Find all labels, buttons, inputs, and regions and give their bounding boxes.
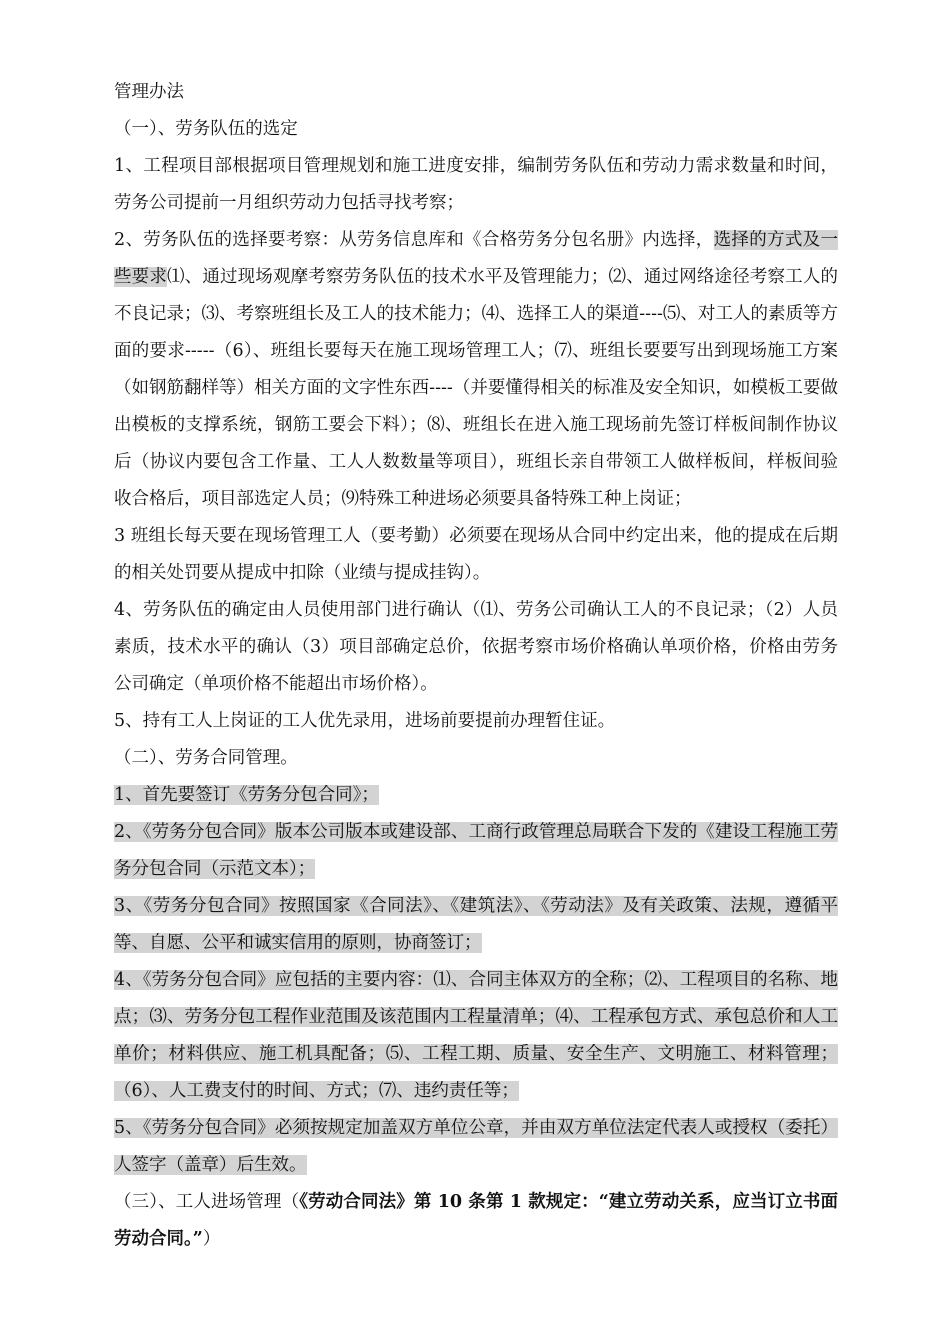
section3-heading-bold: 《劳动合同法》第 10 条第 1 款规定：“建立劳动关系，应当订立书面劳动合同。” xyxy=(114,1192,838,1249)
section2-item-4 xyxy=(114,962,838,1110)
section2-item-3-text: 3、《劳务分包合同》按照国家《合同法》、《建筑法》、《劳动法》及有关政策、法规，遵循平等、自愿、公平和诚实信用的原则，协商签订； xyxy=(114,896,838,953)
document-title: 管理办法 xyxy=(114,82,184,102)
p2-rest-text: ⑴、通过现场观摩考察劳务队伍的技术水平及管理能力；⑵、通过网络途径考察工人的不良记录；⑶、考察班组长及工人的技术能力；⑷、选择工人的渠道----⑸、对工人的素质等方面的要求-----（6）、班组长要每天在施工现场管理工人；⑺、班组长要要写出到现场施工方案（如钢筋翻样等）相关方面的文字性东西----（并要懂得相关的标准及安全知识，如模板工要做出模板的支撑系统，钢筋工要会下料）；⑻、班组长在进入施工现场前先签订样板间制作协议后（协议内要包含工作量、工人人数数量等项目），班组长亲自带领工人做样板间，样板间验收合格后，项目部选定人员；⑼特殊工种进场必须要具备特殊工种上岗证； xyxy=(114,267,839,509)
p2-lead-text: 2、劳务队伍的选择要考察：从劳务信息库和《合格劳务分包名册》内选择， xyxy=(114,230,714,250)
section3-heading xyxy=(114,1184,838,1258)
section2-item-1-text: 1、首先要签订《劳务分包合同》； xyxy=(114,785,379,805)
section3-heading-lead: （三）、工人进场管理（ xyxy=(114,1192,300,1212)
document-page xyxy=(114,74,838,1258)
section1-paragraph-4: 4、劳务队伍的确定由人员使用部门进行确认（⑴、劳务公司确认工人的不良记录；（2）人员素质，技术水平的确认（3）项目部确定总价，依据考察市场价格确认单项价格，价格由劳务公司确定（单项价格不能超出市场价格）。 xyxy=(114,600,838,694)
section2-item-2-text: 2、《劳务分包合同》版本公司版本或建设部、工商行政管理总局联合下发的《建设工程施工劳务分包合同（示范文本）； xyxy=(114,822,838,879)
section2-item-4-text: 4、《劳务分包合同》应包括的主要内容：⑴、合同主体双方的全称；⑵、工程项目的名称、地点；⑶、劳务分包工程作业范围及该范围内工程量清单；⑷、工程承包方式、承包总价和人工单价；材料供应、施工机具配备；⑸、工程工期、质量、安全生产、文明施工、材料管理；（6）、人工费支付的时间、方式；⑺、违约责任等； xyxy=(114,970,838,1101)
section1-paragraph-1: 1、工程项目部根据项目管理规划和施工进度安排，编制劳务队伍和劳动力需求数量和时间，劳务公司提前一月组织劳动力包括寻找考察； xyxy=(114,156,838,213)
p2-highlighted-text: 选择的方式及一些要求 xyxy=(114,230,838,287)
section2-item-5-text: 5、《劳务分包合同》必须按规定加盖双方单位公章，并由双方单位法定代表人或授权（委托）人签字（盖章）后生效。 xyxy=(114,1118,838,1175)
section1-heading: （一）、劳务队伍的选定 xyxy=(114,119,298,139)
section2-heading: （二）、劳务合同管理。 xyxy=(114,748,298,768)
section1-paragraph-2 xyxy=(114,222,838,518)
section2-item-5 xyxy=(114,1110,838,1184)
section2-item-1 xyxy=(114,777,838,814)
section3-heading-tail: ） xyxy=(202,1229,221,1249)
section2-item-2 xyxy=(114,814,838,888)
section1-paragraph-3: 3 班组长每天要在现场管理工人（要考勤）必须要在现场从合同中约定出来，他的提成在后期的相关处罚要从提成中扣除（业绩与提成挂钩）。 xyxy=(114,526,838,583)
section2-item-3 xyxy=(114,888,838,962)
section1-paragraph-5: 5、持有工人上岗证的工人优先录用，进场前要提前办理暂住证。 xyxy=(114,711,616,731)
